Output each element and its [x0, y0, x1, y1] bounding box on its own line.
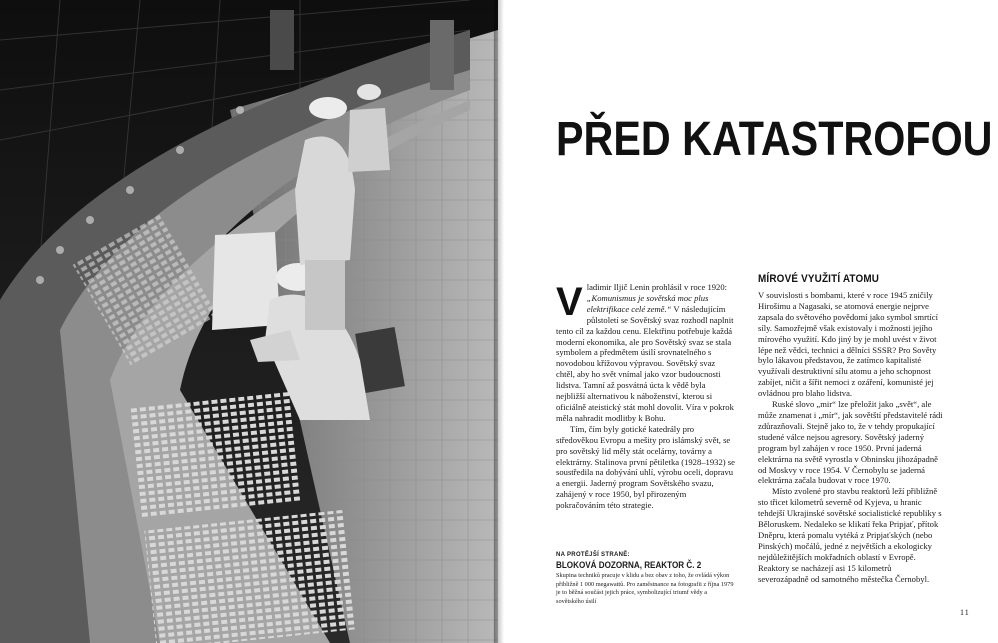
- lenin-quote: „Komunismus je sovětská moc plus elektrifikace celé země.“: [586, 292, 709, 314]
- atom-paragraph-3: Místo zvolené pro stavbu reaktorů leží přibližně sto třicet kilometrů severně od Kyjeva, u hranic tehdejší Ukrajinské sovětské socialistické republiky s Běloruskem. Nedaleko se klikatí řeka Pripjať, přítok Dněpru, která pomalu vytéká z Pripjaťských (nebo Pinských) močálů, jedné z největších a ekologicky nejdůležitějších mokřadních oblastí v Evropě. Reaktory se nacházejí asi 15 kilometrů severozápadně od samotného městečka Černobyl.: [758, 486, 942, 584]
- control-room-photo: [0, 0, 498, 643]
- text-column-left: [556, 282, 736, 511]
- atom-paragraph-1: V souvislosti s bombami, které v roce 1945 zničily Hirošimu a Nagasaki, se atomová energie nejprve zapsala do světového povědomí jako symbol smrtící síly. Samozřejmě však existovaly i možnosti jejího mírového využití. Kdo jiný by je mohl uvést v život lépe než vědci, technici a dělníci SSSR? Pro Sověty bylo lákavou představou, že zatímco kapitalisté využívali destruktivní sílu atomu a jeho schopnost zabíjet, ničit a šířit nemoci z ozáření, komunisté jej ovládnou pro blaho lidstva.: [758, 290, 938, 399]
- intro-paragraph: [556, 282, 736, 424]
- control-room-illustration: [0, 0, 498, 643]
- caption-title: BLOKOVÁ DOZORNA, REAKTOR Č. 2: [556, 560, 702, 570]
- page-title: PŘED KATASTROFOU: [556, 113, 993, 166]
- section-subheading: MÍROVÉ VYUŽITÍ ATOMU: [758, 273, 880, 285]
- caption-label: NA PROTĚJŠÍ STRANĚ:: [556, 552, 630, 558]
- page-number: 11: [960, 608, 970, 617]
- text-column-right: [758, 290, 944, 584]
- intro-lead: ladimir Iljič Lenin prohlásil v roce 1920:: [586, 282, 728, 292]
- atom-paragraph-2: Ruské slovo „mir“ lze přeložit jako „svět“, ale může znamenat i „mír“, jak sovětští představitelé rádi zdůrazňovali. Stejně jako to, že v tehdy propukající studené válce nejsou agresory. Sovětský jaderný program byl zahájen v roce 1950. První jaderná elektrárna na světě vyrostla v Obninsku jihozápadně od Moskvy v roce 1954. V Černobylu se jaderná elektrárna začala budovat v roce 1970.: [758, 399, 943, 486]
- cathedral-paragraph: Tím, čím byly gotické katedrály pro středověkou Evropu a mešity pro islámský svět, se pro sovětský lid měly stát ocelárny, továrny a elektrárny. Stalinova první pětiletka (1928–1932) se soustředila na dobývání uhlí, výrobu oceli, dopravu a energii. Jaderný program Sovětského svazu, zahájený v roce 1950, byl přirozeným pokračováním této strategie.: [556, 423, 735, 511]
- drop-cap: V: [556, 280, 583, 324]
- intro-rest: V následujícím půlstoletí se Sovětský svaz rozhodl naplnit tento cíl za každou cenu. Elektřinu potřebuje každá moderní ekonomika, ale pro Sovětský svaz se stala symbolem a předmětem úsilí srovnatelného s novodobou křížovou výpravou. Sovětský svaz chtěl, aby ho svět vnímal jako vzor budoucnosti lidstva. Tamní až posvátná úcta k vědě byla nejbližší alternativou k náboženství, kterou si oficiálně ateistický stát mohl dovolit. Víra v pokrok měla nahradit modlitby k Bohu.: [556, 303, 734, 423]
- caption-text: Skupina techniků pracuje v klidu a bez obav z toho, že ovládá výkon přibližně 1 000 megawattů. Pro zaměstnance na fotografii z října 1979 je to běžná součást jejich práce, symbolizující triumf vědy a sovětského úsilí: [556, 572, 734, 605]
- page-gutter-shadow: [494, 0, 504, 643]
